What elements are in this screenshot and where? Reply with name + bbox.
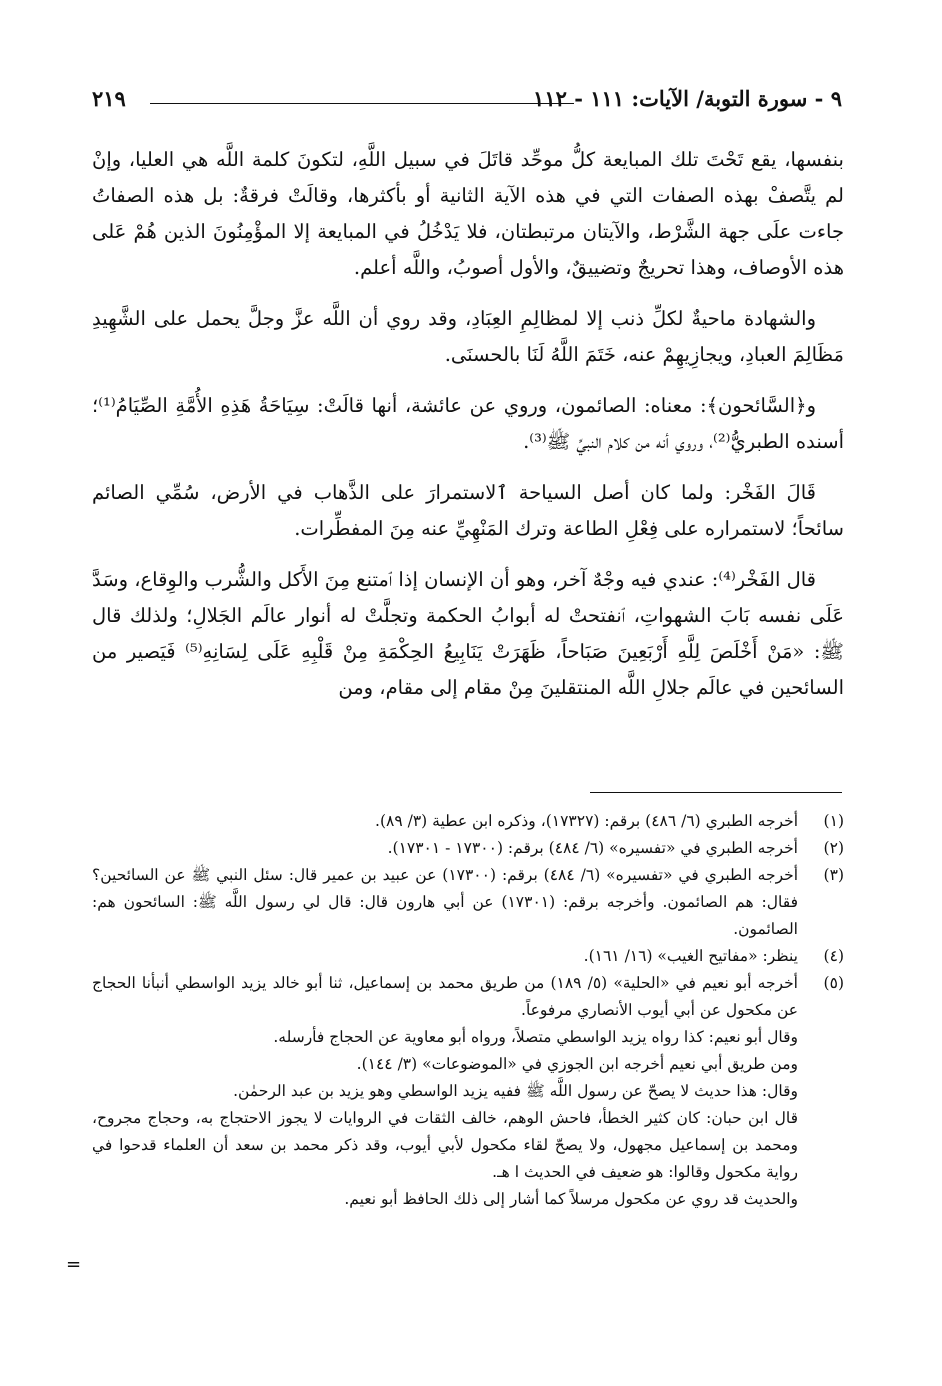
paragraph-3: و﴿السَّائحون﴾: معناه: الصائمون، وروي عن عائشة، أنها قالَتْ: سِيَاحَةُ هَذِهِ الأُمَّةِ الصِّيَامُ⁽¹⁾؛ أسنده الطبريُّ⁽²⁾، وروي أنه من كلام النبيِّ ﷺ⁽³⁾. <box>92 394 844 453</box>
footnote-5-cont-1: وقال أبو نعيم: كذا رواه يزيد الواسطي متصلاً، ورواه أبو معاوية عن الحجاج فأرسله. <box>273 1028 798 1046</box>
footnote-rule <box>590 792 842 793</box>
footnote-text: ينظر: «مفاتيح الغيب» (١٦/ ١٦١). <box>583 947 798 965</box>
paragraph-1: بنفسها، يقع تَحْتَ تلك المبايعة كلُّ موحِّد قاتَلَ في سبيل اللَّهِ، لتكونَ كلمة اللَّه هي العليا، وإنْ لم يتَّصفْ بهذه الصفات التي في هذه الآية الثانية أو بأكثرها، وقالَتْ فرقةٌ: بل هذه الصفاتُ جاءت علَى جهة الشَّرْط، والآيتان مرتبطتان، فلا يَدْخُلُ في المبايعة إلا المؤْمِنُونَ الذين هُمْ عَلى هذه الأوصاف، وهذا تحريجٌ وتضييقٌ، والأول أصوبُ، واللَّه أعلم. <box>92 148 844 279</box>
page-header <box>92 86 842 120</box>
footnote-number: (١) <box>823 812 844 830</box>
paragraph-5: قال الفَخْر⁽⁴⁾: عندي فيه وجْهٌ آخر، وهو أن الإنسان إذا ٱمتنع مِنَ الأَكل والشُّرب والوِقاع، وسَدَّ عَلَى نفسه بَابَ الشهواتِ، ٱنفتحتْ له أبوابُ الحكمة وتجلَّتْ له أنوار عالَم الجَلالِ؛ ولذلك قال ﷺ: «مَنْ أَخْلَصَ لِلَّهِ أَرْبَعِينَ صَبَاحاً، ظَهَرَتْ يَنَابِيعُ الحِكْمَةِ مِنْ قَلْبِهِ عَلَى لِسَانِهِ⁽⁵⁾ فَيَصير من السائحين في عالَم جلالِ اللَّه المنتقلينَ مِنْ مقام إلى مقام، ومن <box>92 568 844 699</box>
footnote-5-cont-5: والحديث قد روي عن مكحول مرسلاً كما أشار إلى ذلك الحافظ أبو نعيم. <box>344 1190 798 1208</box>
footnote-5 <box>92 970 844 1024</box>
footnote-text: أخرجه الطبري في «تفسيره» (٦/ ٤٨٤) برقم: (١٧٣٠٠ - ١٧٣٠١). <box>387 839 798 857</box>
main-text <box>92 142 844 721</box>
footnote-1 <box>92 808 844 835</box>
footnote-text: أخرجه أبو نعيم في «الحلية» (٥/ ١٨٩) من طريق محمد بن إسماعيل، ثنا أبو خالد يزيد الواسطي أنبأنا الحجاج عن مكحول عن أبي أيوب الأنصاري مرفوعاً. <box>92 974 798 1019</box>
header-rule <box>150 103 574 104</box>
footnote-text: أخرجه الطبري في «تفسيره» (٦/ ٤٨٤) برقم: (١٧٣٠٠) عن عبيد بن عمير قال: سئل النبي ﷺ عن السائحين؟ فقال: هم الصائمون. وأخرجه برقم: (١٧٣٠١) عن أبي هارون قال: قال لي رسول اللَّه ﷺ: السائحون هم: الصائمون. <box>92 866 799 938</box>
footnote-number: (٣) <box>823 866 844 884</box>
paragraph-2: والشهادة ماحيةٌ لكلِّ ذنب إلا لمظالِمِ العِبَادِ، وقد روي أن اللَّه عزَّ وجلَّ يحمل على الشَّهِيدِ مَظَالِمَ العبادِ، ويجازِيهِمْ عنه، خَتَمَ اللَّهُ لَنَا بالحسنَى. <box>92 307 844 366</box>
footnote-text: أخرجه الطبري (٦/ ٤٨٦) برقم: (١٧٣٢٧)، وذكره ابن عطية (٣/ ٨٩). <box>375 812 798 830</box>
footnotes <box>92 808 844 1213</box>
footnote-5-cont-3: وقال: هذا حديث لا يصحّ عن رسول اللَّه ﷺ ففيه يزيد الواسطي وهو يزيد بن عبد الرحمٰن. <box>233 1082 798 1100</box>
footnote-5-cont-4: قال ابن حبان: كان كثير الخطأ، فاحش الوهم، خالف الثقات في الروايات لا يجوز الاحتجاج به، وحجاج مجروح، ومحمد بن إسماعيل مجهول، ولا يصحّ لقاء مكحول لأبي أيوب، وقد ذكر محمد بن سعد أن العلماء قدحوا في رواية مكحول وقالوا: هو ضعيف في الحديث ا هـ. <box>92 1109 798 1181</box>
margin-mark: = <box>66 1254 82 1275</box>
paragraph-4: قَالَ الفَخْر: ولما كان أصل السياحة ٱلاستمرارَ على الذَّهاب في الأرض، سُمِّي الصائم سائحاً؛ لاستمراره على فِعْلِ الطاعة وترك المَنْهِيِّ عنه مِنَ المفطِّرات. <box>92 481 844 540</box>
footnote-number: (٥) <box>823 974 844 992</box>
footnote-5-cont-2: ومن طريق أبي نعيم أخرجه ابن الجوزي في «الموضوعات» (٣/ ١٤٤). <box>356 1055 798 1073</box>
footnote-number: (٤) <box>823 947 844 965</box>
footnote-3 <box>92 862 844 943</box>
page-number: ٢١٩ <box>92 86 126 111</box>
footnote-4 <box>92 943 844 970</box>
running-title: ٩ - سورة التوبة/ الآيات: ١١١ - ١١٢ <box>533 86 842 111</box>
footnote-2 <box>92 835 844 862</box>
footnote-number: (٢) <box>823 839 844 857</box>
